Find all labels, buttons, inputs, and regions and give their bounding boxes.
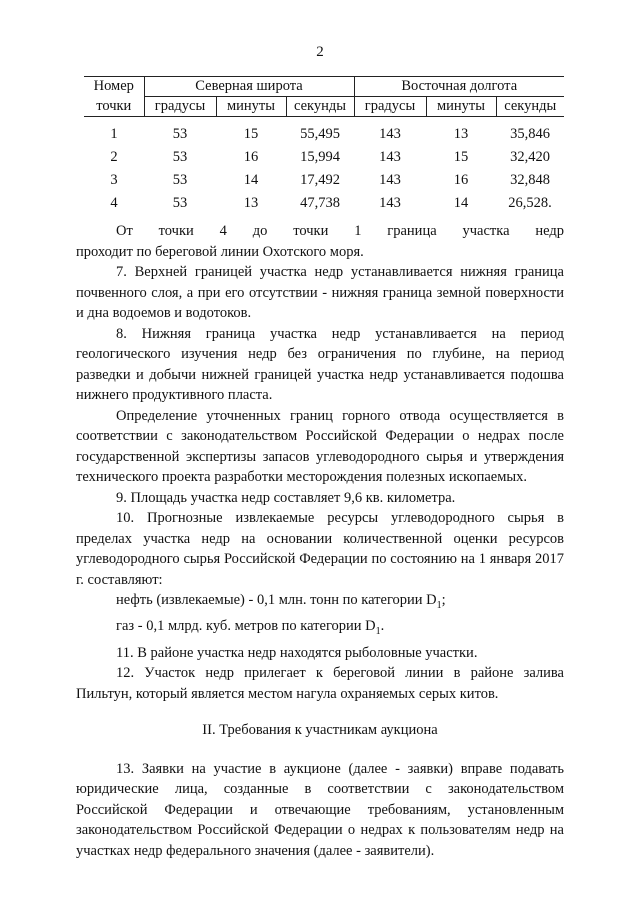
- cell-lon-seconds: 32,848: [510, 172, 550, 188]
- document-body: [76, 221, 564, 861]
- cell-lon-minutes: 15: [453, 149, 469, 165]
- cell-lon-degrees: 143: [379, 149, 401, 165]
- header-point-line1: Номер: [84, 77, 144, 97]
- resource-gas-text: газ - 0,1 млрд. куб. метров по категории D: [116, 618, 376, 635]
- resource-oil-text: нефть (извлекаемые) - 0,1 млн. тонн по категории D: [116, 592, 437, 608]
- paragraph-9-area: 9. Площадь участка недр составляет 9,6 кв. километра.: [116, 489, 456, 506]
- table-row: [84, 123, 564, 146]
- table-header-row-2: [84, 97, 564, 117]
- subheader-lon-minutes: минуты: [426, 97, 496, 117]
- cell-lon-degrees: 143: [379, 126, 401, 142]
- paragraph-boundary-line1: От точки 4 до точки 1 граница участка недр: [116, 223, 564, 239]
- coordinates-table: [84, 76, 564, 215]
- subheader-lat-seconds: секунды: [286, 97, 354, 117]
- table-row: [84, 192, 564, 215]
- resource-oil-end: ;: [441, 592, 446, 608]
- cell-lat-minutes: 14: [243, 172, 259, 188]
- table-row: [84, 169, 564, 192]
- page-number: 2: [316, 44, 324, 60]
- cell-lat-minutes: 15: [243, 126, 259, 142]
- paragraph-10-resources: 10. Прогнозные извлекаемые ресурсы углеводородного сырья в пределах участка недр на основании количественной оценки ресурсов углеводородного сырья Российской Федерации по состоянию на 1 января 2017 г. составляют:: [76, 510, 564, 588]
- cell-lon-minutes: 13: [453, 126, 469, 142]
- cell-lat-degrees: 53: [172, 195, 188, 211]
- resource-oil-category-subscript: 1: [436, 599, 442, 611]
- cell-lat-minutes: 13: [243, 195, 259, 211]
- cell-lon-minutes: 14: [453, 195, 469, 211]
- cell-lon-minutes: 16: [453, 172, 469, 188]
- cell-lat-seconds: 17,492: [300, 172, 340, 188]
- cell-lat-minutes: 16: [243, 149, 259, 165]
- cell-lat-seconds: 15,994: [300, 149, 340, 165]
- cell-point: 3: [110, 172, 118, 188]
- cell-lat-degrees: 53: [172, 126, 188, 142]
- paragraph-12-whales: 12. Участок недр прилегает к береговой линии в районе залива Пильтун, который является местом нагула охраняемых серых китов.: [76, 665, 564, 702]
- cell-lat-seconds: 55,495: [300, 126, 340, 142]
- resource-oil-line: [76, 590, 564, 616]
- cell-lat-seconds: 47,738: [300, 195, 340, 211]
- section-heading: II. Требования к участникам аукциона: [202, 722, 438, 739]
- paragraph-boundary-line2: проходит по береговой линии Охотского моря.: [76, 243, 364, 260]
- header-east-longitude: Восточная долгота: [354, 77, 564, 97]
- table-row: [84, 146, 564, 169]
- table-header-row-1: [84, 77, 564, 97]
- cell-point: 4: [110, 195, 118, 211]
- paragraph-13-applications: 13. Заявки на участие в аукционе (далее - заявки) вправе подавать юридические лица, созданные в соответствии с законодательством Российской Федерации и отвечающие требованиям, установленным законодательством Российской Федерации о недрах к пользователям недр на участках недр федерального значения (далее - заявители).: [76, 760, 564, 859]
- cell-point: 1: [110, 126, 118, 142]
- resource-gas-line: [76, 616, 564, 642]
- cell-lon-seconds: 26,528.: [508, 195, 552, 211]
- subheader-lat-degrees: градусы: [144, 97, 216, 117]
- header-north-latitude: Северная широта: [144, 77, 354, 97]
- cell-lon-seconds: 35,846: [510, 126, 550, 142]
- cell-lat-degrees: 53: [172, 172, 188, 188]
- paragraph-mining-allotment: Определение уточненных границ горного отвода осуществляется в соответствии с законодательством Российской Федерации о недрах после государственной экспертизы запасов углеводородного сырья и утверждения технического проекта разработки месторождения полезных ископаемых.: [76, 407, 564, 485]
- paragraph-11-fishing: 11. В районе участка недр находятся рыболовные участки.: [116, 644, 478, 661]
- subheader-lon-degrees: градусы: [354, 97, 426, 117]
- cell-lon-seconds: 32,420: [510, 149, 550, 165]
- cell-lon-degrees: 143: [379, 195, 401, 211]
- subheader-lon-seconds: секунды: [496, 97, 564, 117]
- paragraph-8-lower-boundary: 8. Нижняя граница участка недр устанавливается на период геологического изучения недр без ограничения по глубине, на период разведки и добычи нижней границей участка недр устанавливается подошва нижнего продуктивного пласта.: [76, 325, 564, 403]
- cell-lon-degrees: 143: [379, 172, 401, 188]
- cell-point: 2: [110, 149, 118, 165]
- resource-gas-category-subscript: 1: [375, 626, 381, 638]
- cell-lat-degrees: 53: [172, 149, 188, 165]
- header-point-line2: точки: [84, 97, 144, 117]
- resource-gas-end: .: [380, 618, 385, 635]
- paragraph-7-upper-boundary: 7. Верхней границей участка недр устанавливается нижняя граница почвенного слоя, а при его отсутствии - нижняя граница земной поверхности и дна водоемов и водотоков.: [76, 264, 564, 321]
- subheader-lat-minutes: минуты: [216, 97, 286, 117]
